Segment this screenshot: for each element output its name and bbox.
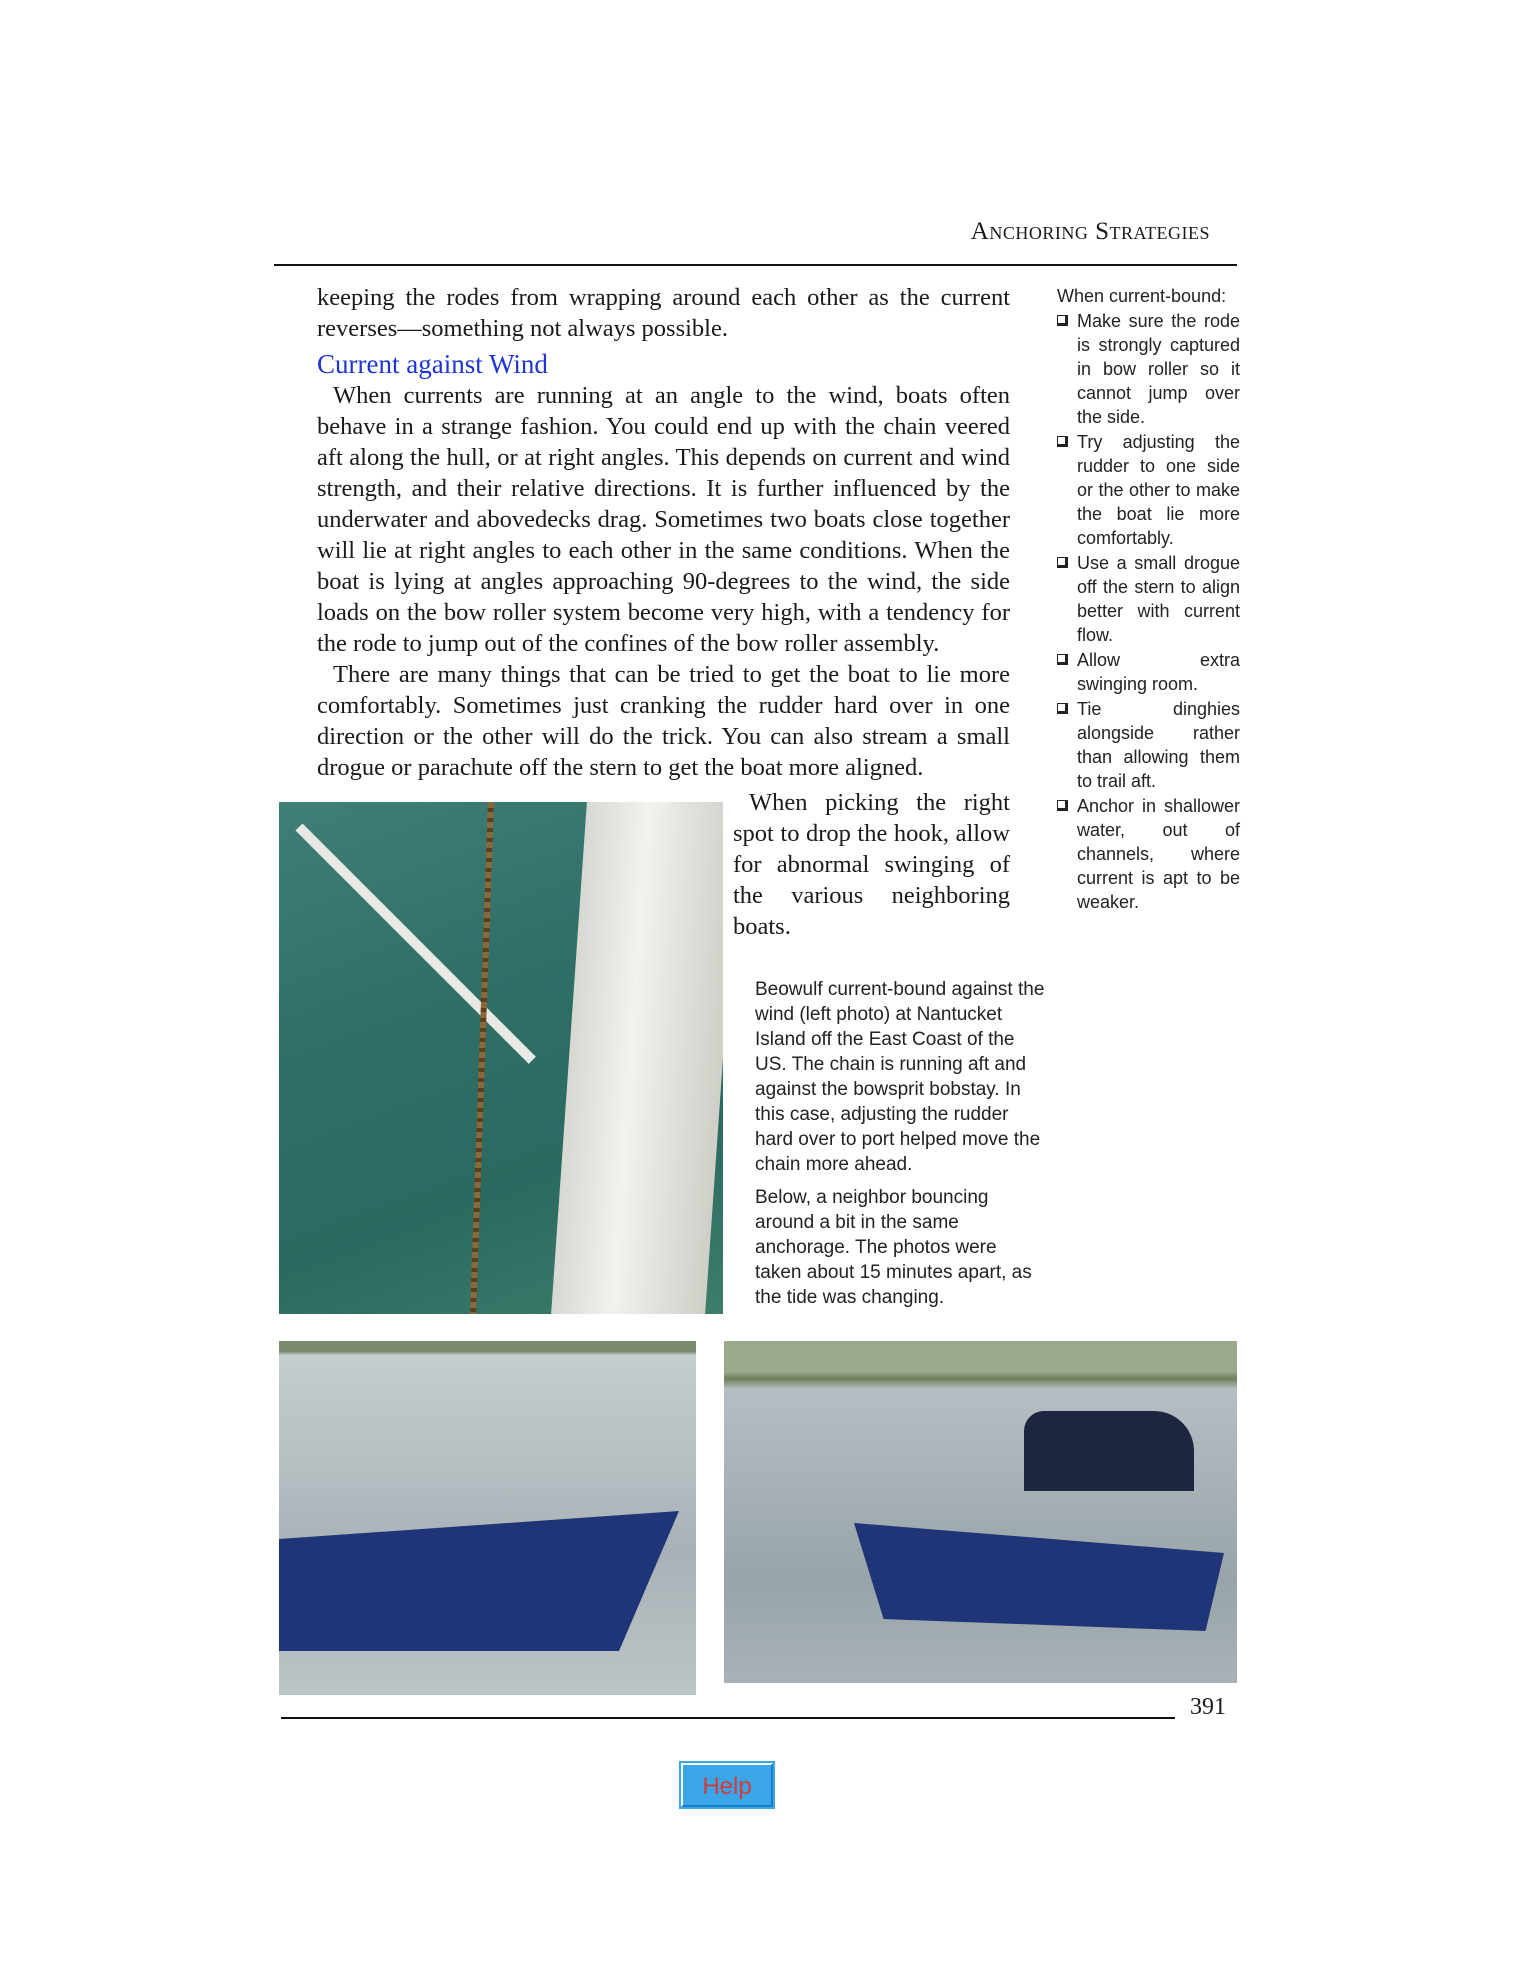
header-rule (274, 264, 1237, 266)
tip-item (1057, 430, 1240, 550)
caption-text: Below, a neighbor bouncing around a bit in the same anchorage. The photos were taken about 15 minutes apart, as the tide was changing. (755, 1187, 1032, 1308)
tip-text: Make sure the rode is strongly captured in bow roller so it cannot jump over the side. (1077, 311, 1240, 427)
tip-item (1057, 648, 1240, 696)
paragraph: keeping the rodes from wrapping around each other as the current reverses—something not always possible. (317, 284, 1010, 342)
sidebar-tips (1057, 284, 1240, 914)
paragraph-text: When picking the right spot to drop the hook, allow for abnormal swinging of the various neighboring boats. (733, 789, 1010, 940)
checkbox-bullet-icon (1057, 800, 1068, 811)
running-header: Anchoring Strategies (970, 218, 1210, 245)
page-number: 391 (1190, 1694, 1226, 1720)
sidebar-title: When current-bound: (1057, 286, 1227, 306)
checkbox-bullet-icon (1057, 557, 1068, 568)
checkbox-bullet-icon (1057, 436, 1068, 447)
photo-neighbor-boat-bow (279, 1341, 696, 1695)
main-text (317, 282, 1010, 783)
tip-text: Anchor in shallower water, out of channels, where current is apt to be weaker. (1077, 796, 1240, 912)
tip-text: Tie dinghies alongside rather than allowing them to trail aft. (1077, 699, 1240, 791)
checkbox-bullet-icon (1057, 654, 1068, 665)
tip-item (1057, 551, 1240, 647)
paragraph: When currents are running at an angle to the wind, boats often behave in a strange fashion. You could end up with the chain veered aft along the hull, or at right angles. This depends on current and wind strength, and their relative directions. It is further influenced by the underwater and abovedecks drag. Sometimes two boats close together will lie at right angles to each other in the same conditions. When the boat is lying at angles approaching 90-degrees to the wind, the side loads on the bow roller system become very high, with a tendency for the rode to jump out of the confines of the bow roller assembly. (317, 382, 1010, 657)
help-button[interactable]: Help (681, 1763, 773, 1807)
caption-text: Beowulf current-bound against the wind (left photo) at Nantucket Island off the East Coast of the US. The chain is running aft and against the bowsprit bobstay. In this case, adjusting the rudder hard over to port helped move the chain more ahead. (755, 979, 1045, 1175)
tip-text: Allow extra swinging room. (1077, 650, 1240, 694)
tip-item (1057, 309, 1240, 429)
photo-chain-along-hull (279, 802, 723, 1314)
checkbox-bullet-icon (1057, 703, 1068, 714)
paragraph: There are many things that can be tried to get the boat to lie more comfortably. Sometimes just cranking the rudder hard over in one direction or the other will do the trick. You can also stream a small drogue or parachute off the stern to get the boat more aligned. (317, 661, 1010, 781)
paragraph (733, 787, 1010, 942)
checkbox-bullet-icon (1057, 315, 1068, 326)
photo-caption (755, 977, 1045, 1318)
tip-text: Use a small drogue off the stern to align better with current flow. (1077, 553, 1240, 645)
tip-item (1057, 794, 1240, 914)
tip-item (1057, 697, 1240, 793)
tip-text: Try adjusting the rudder to one side or the other to make the boat lie more comfortably. (1077, 432, 1240, 548)
section-heading: Current against Wind (317, 349, 548, 379)
footer-rule (281, 1717, 1175, 1719)
photo-neighbor-boat (724, 1341, 1237, 1683)
